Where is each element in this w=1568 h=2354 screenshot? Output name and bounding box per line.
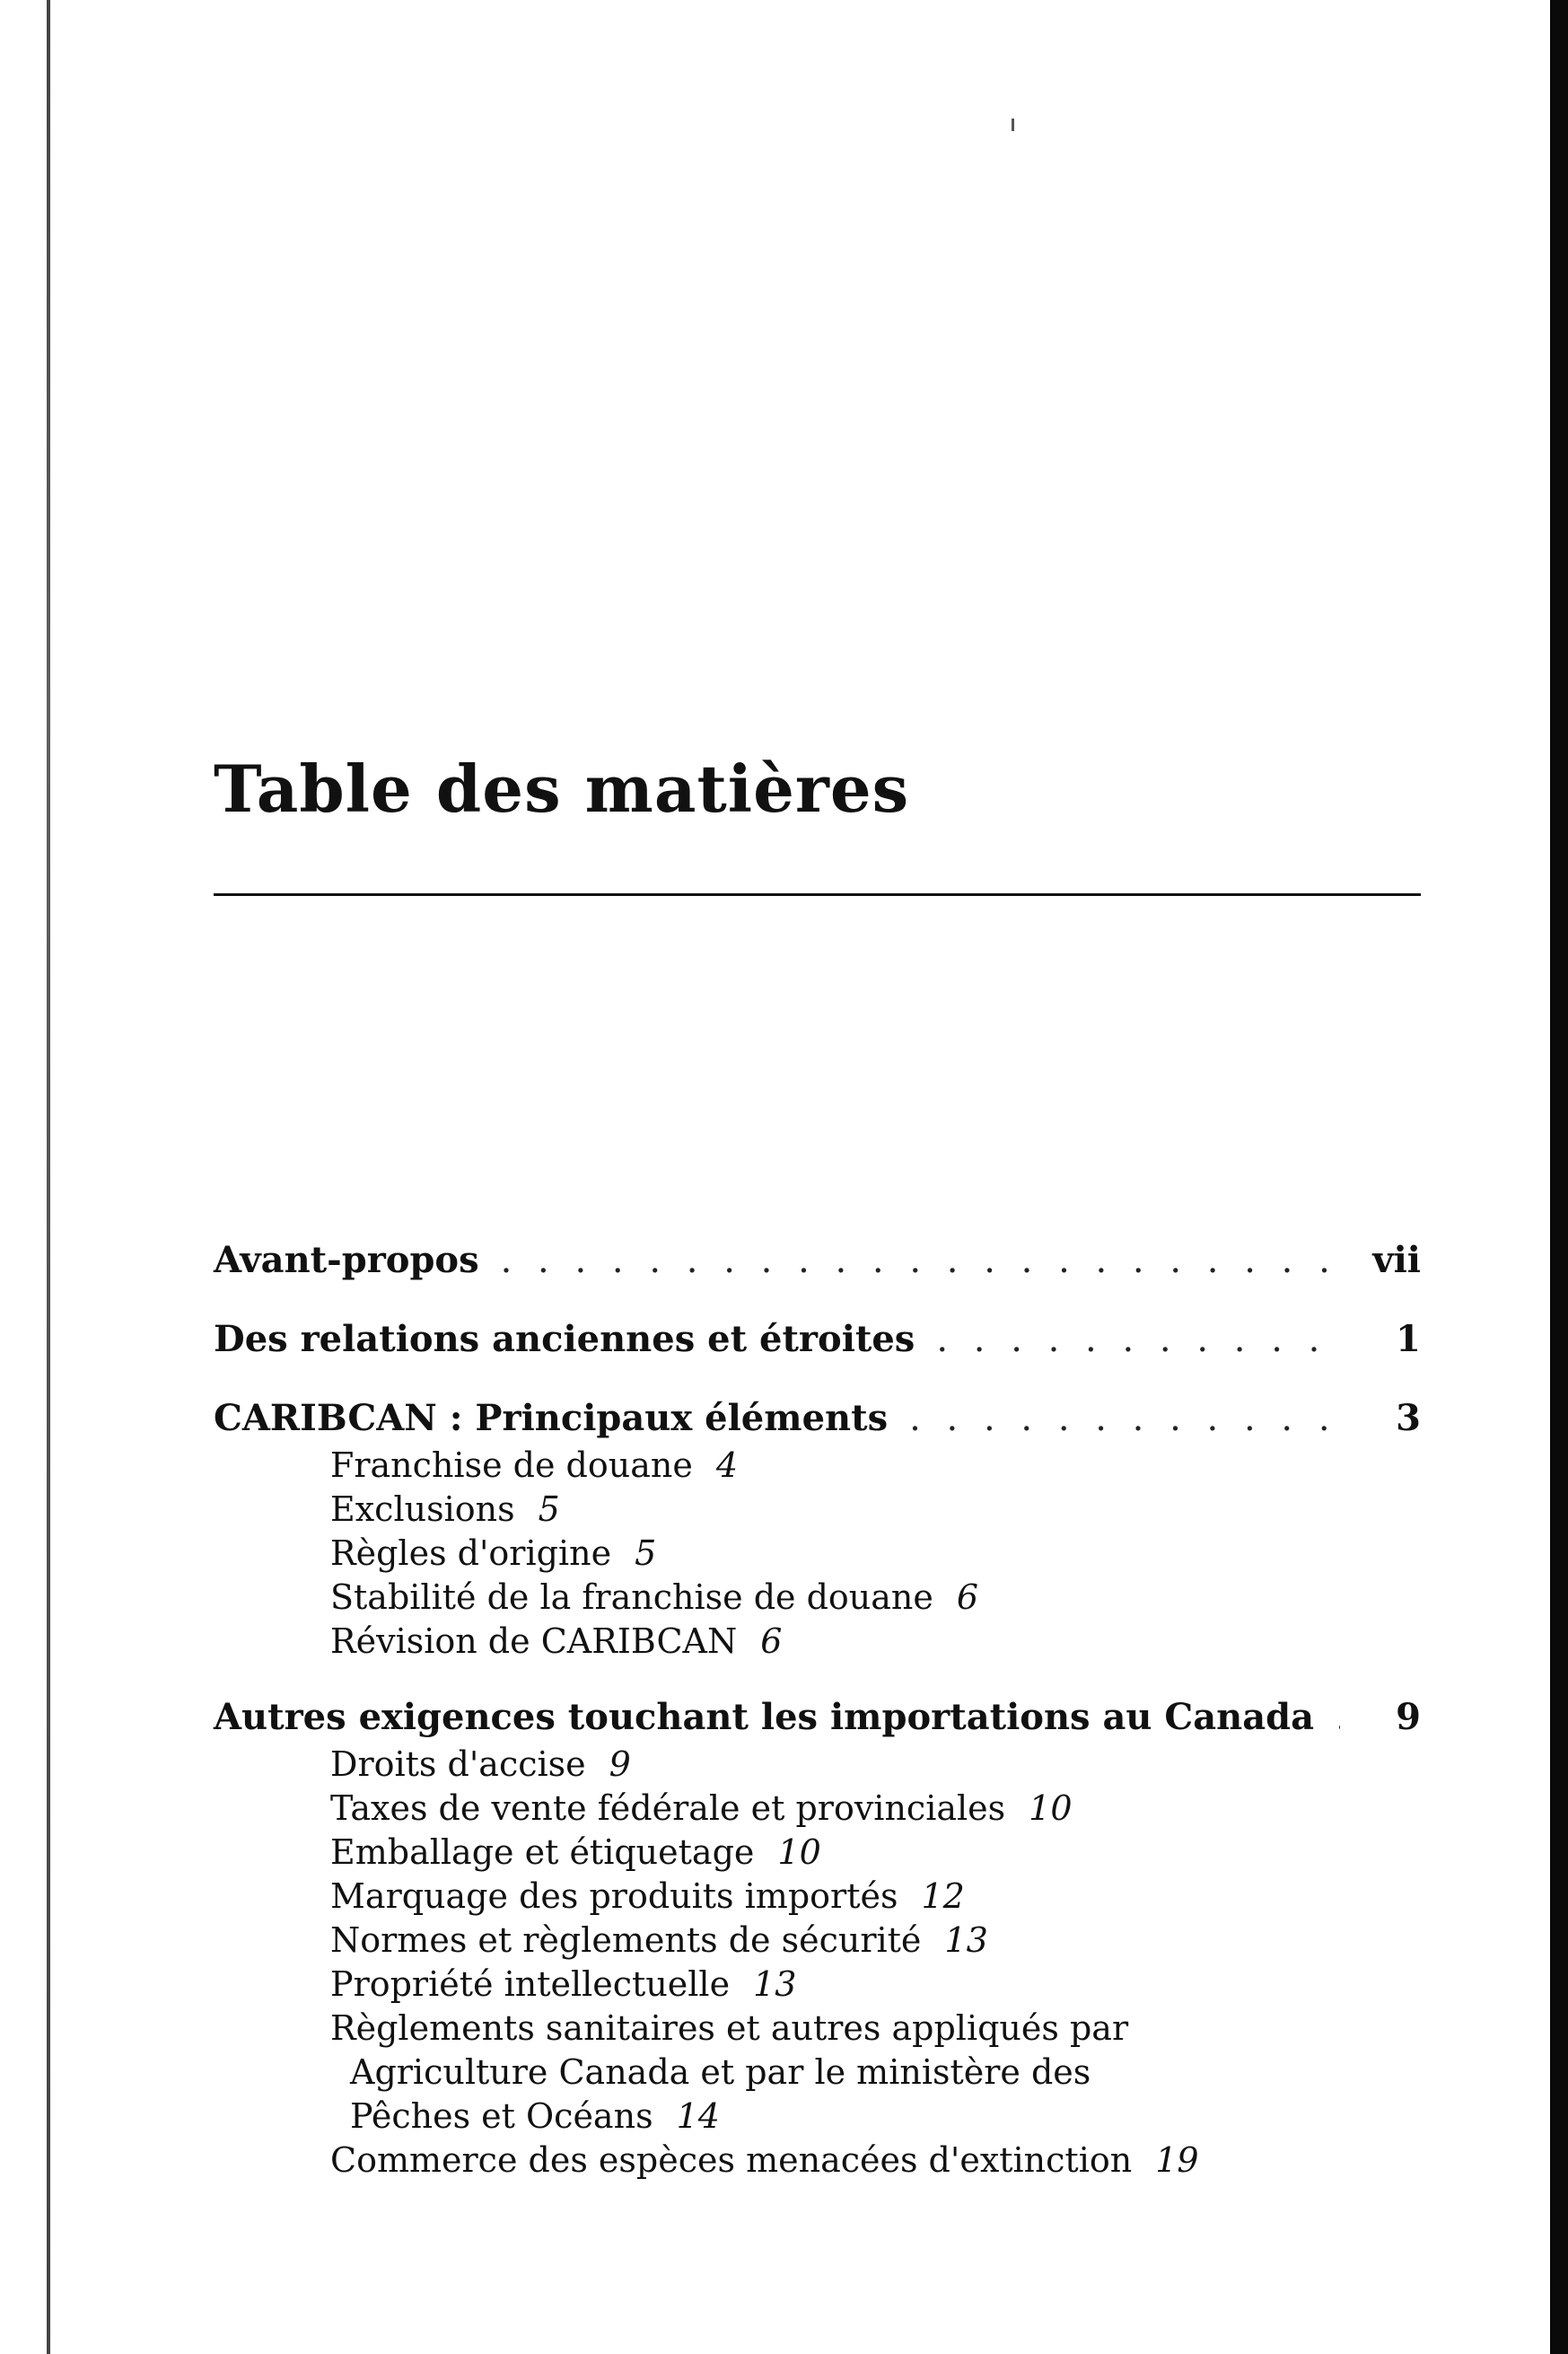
toc-subentry-title: Taxes de vente fédérale et provinciales — [330, 1788, 1006, 1828]
toc-subentry-title: Stabilité de la franchise de douane — [330, 1577, 933, 1617]
toc-section — [214, 1397, 1421, 1664]
toc-entry-title: Des relations anciennes et étroites — [214, 1318, 915, 1360]
toc-subentry-page: 10 — [1029, 1788, 1073, 1828]
toc-subentry-line — [350, 2095, 1421, 2139]
toc-subentry-page: 6 — [956, 1577, 979, 1617]
toc-subentry-page: 19 — [1155, 2140, 1199, 2180]
toc-entry[interactable] — [214, 1696, 1421, 1743]
toc-entry-page: 3 — [1396, 1397, 1421, 1439]
toc-subentry-title: Propriété intellectuelle — [330, 1964, 731, 2004]
scan-edge-left — [47, 0, 50, 2354]
toc-subentry-page: 13 — [753, 1964, 797, 2004]
toc-entry-title: Avant-propos — [214, 1239, 479, 1281]
toc-entry[interactable] — [214, 1318, 1421, 1365]
toc-subentry-title: Commerce des espèces menacées d'extinction — [330, 2140, 1133, 2180]
toc-subentry[interactable] — [330, 2007, 1421, 2139]
toc-subentry-title: Pêches et Océans — [350, 2096, 653, 2136]
toc-subentry-title: Exclusions — [330, 1489, 515, 1529]
toc-subentry-line — [330, 1963, 1421, 2007]
toc-subentry[interactable] — [330, 1875, 1421, 1919]
toc-entry-title: Autres exigences touchant les importations au Canada — [214, 1696, 1315, 1738]
toc-subentry[interactable] — [330, 1787, 1421, 1831]
toc-subentry-line — [330, 1875, 1421, 1919]
toc-section — [214, 1318, 1421, 1365]
toc-subentry-page: 5 — [635, 1533, 657, 1573]
toc-subentry-line — [330, 2139, 1421, 2183]
toc-subentry[interactable] — [330, 1576, 1421, 1620]
toc-subentry-line — [330, 1444, 1421, 1488]
toc-subentry[interactable] — [330, 1488, 1421, 1532]
toc-subentry-title: Franchise de douane — [330, 1445, 693, 1485]
toc-subentry-title: Révision de CARIBCAN — [330, 1621, 738, 1661]
toc-entry[interactable] — [214, 1239, 1421, 1286]
toc-subentry[interactable] — [330, 1831, 1421, 1875]
toc-subentry-line — [330, 1532, 1421, 1576]
toc-subentry[interactable] — [330, 1919, 1421, 1963]
toc-entry-page: 1 — [1396, 1318, 1421, 1360]
toc-entry-page: 9 — [1396, 1696, 1421, 1738]
toc-subentry-title: Marquage des produits importés — [330, 1876, 898, 1916]
toc-subentry-title: Agriculture Canada et par le ministère des — [350, 2052, 1091, 2092]
toc-section — [214, 1696, 1421, 2183]
toc-subentry[interactable] — [330, 1444, 1421, 1488]
title-rule — [214, 893, 1421, 896]
toc-section — [214, 1239, 1421, 1286]
toc-subentry-line — [330, 1576, 1421, 1620]
toc-subentry-page: 5 — [538, 1489, 560, 1529]
toc-subentry-title: Règles d'origine — [330, 1533, 612, 1573]
toc-subentry-page: 14 — [676, 2096, 720, 2136]
scan-speck — [1012, 119, 1014, 131]
toc-subentry-page: 4 — [715, 1445, 739, 1485]
toc-subentry-title: Droits d'accise — [330, 1744, 586, 1784]
toc-entry-title: CARIBCAN : Principaux éléments — [214, 1397, 889, 1439]
toc-subentry-title: Emballage et étiquetage — [330, 1832, 755, 1872]
toc-subentry[interactable] — [330, 1743, 1421, 1787]
toc-subentry-line — [330, 1831, 1421, 1875]
toc-entry[interactable] — [214, 1397, 1421, 1444]
toc-subentry-line — [330, 1919, 1421, 1963]
dot-leader — [909, 1398, 1340, 1439]
toc-subentry-line — [330, 1743, 1421, 1787]
toc-entry-page: vii — [1372, 1239, 1421, 1281]
dot-leader — [936, 1319, 1340, 1360]
table-of-contents — [214, 1239, 1421, 2215]
toc-subentry[interactable] — [330, 1532, 1421, 1576]
toc-subentry-page: 13 — [944, 1920, 988, 1960]
toc-subentry[interactable] — [330, 2139, 1421, 2183]
toc-subentry-title: Règlements sanitaires et autres appliqués par — [330, 2008, 1129, 2048]
toc-subentry-line — [330, 1620, 1421, 1664]
toc-subentry-page: 10 — [777, 1832, 821, 1872]
toc-subentry-line — [330, 1488, 1421, 1532]
scan-edge-right — [1550, 0, 1568, 2354]
toc-subentry-page: 6 — [760, 1621, 783, 1661]
dot-leader — [501, 1240, 1340, 1281]
toc-subentry-line — [330, 1787, 1421, 1831]
toc-subentry-line — [330, 2007, 1421, 2051]
page-title: Table des matières — [214, 751, 910, 827]
toc-subentry-line — [350, 2051, 1421, 2095]
dot-leader — [1336, 1697, 1340, 1738]
toc-subentry-page: 9 — [609, 1744, 631, 1784]
toc-subentry[interactable] — [330, 1963, 1421, 2007]
toc-subentry-title: Normes et règlements de sécurité — [330, 1920, 922, 1960]
toc-subentry[interactable] — [330, 1620, 1421, 1664]
toc-subentry-page: 12 — [921, 1876, 965, 1916]
